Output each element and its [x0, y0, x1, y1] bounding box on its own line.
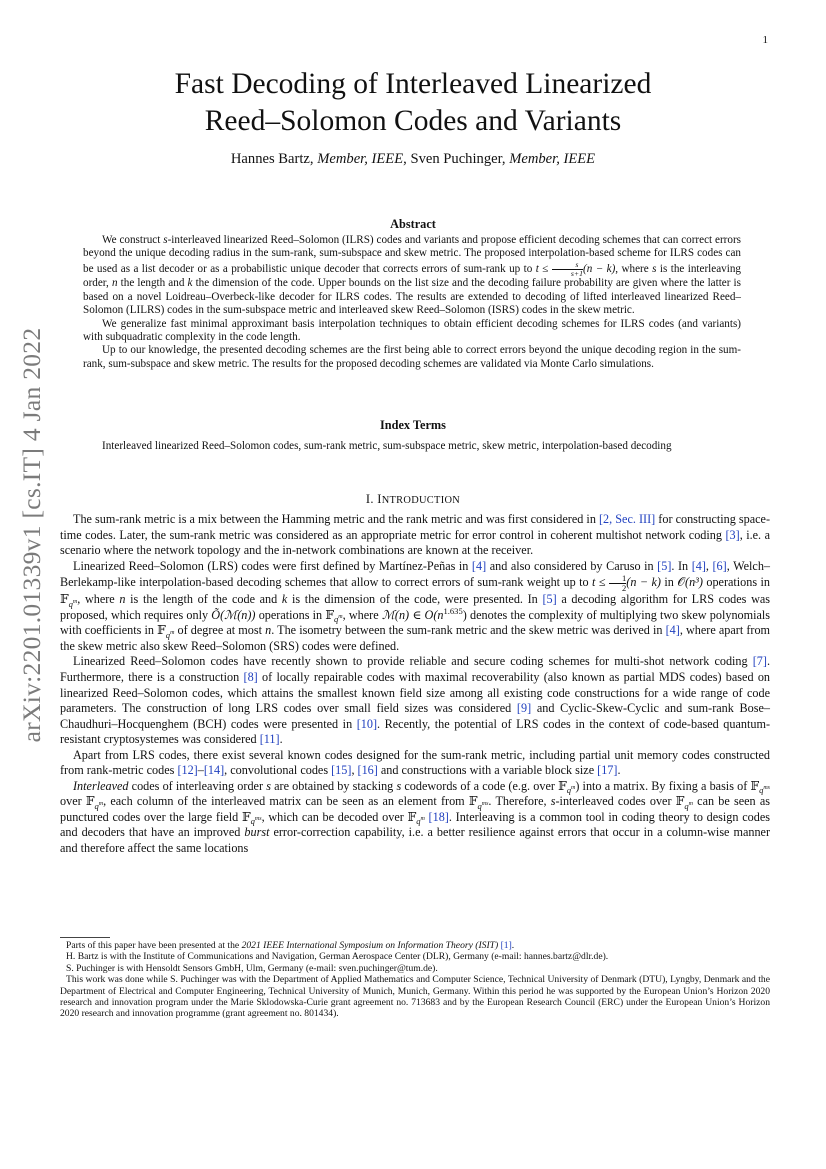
author-1: Hannes Bartz,	[230, 151, 314, 167]
abstract-paragraph-2: We generalize fast minimal approximant basis interpolation techniques to obtain efficient decoding schemes for ILRS codes (and variants) with subquadratic complexity in the code length.	[83, 317, 741, 344]
citation-link[interactable]: [1]	[500, 940, 512, 951]
section-heading: I. INTRODUCTION	[365, 492, 461, 506]
citation-link[interactable]: [18]	[428, 809, 449, 824]
body-text	[60, 512, 770, 857]
title-line-2: Reed–Solomon Codes and Variants	[204, 105, 622, 138]
footnote-1: Parts of this paper have been presented at the 2021 IEEE International Symposium on Information Theory (ISIT) [1].	[66, 940, 515, 951]
citation-link[interactable]: [9]	[516, 701, 532, 716]
author-2-affiliation: Member, IEEE	[509, 151, 596, 167]
arxiv-stamp	[12, 327, 52, 743]
citation-link[interactable]: [4]	[665, 623, 680, 638]
index-terms-heading: Index Terms	[380, 418, 446, 432]
title-line-1: Fast Decoding of Interleaved Linearized	[174, 68, 652, 100]
author-1-affiliation: Member, IEEE	[317, 151, 404, 167]
footnote-3: S. Puchinger is with Hensoldt Sensors GmbH, Ulm, Germany (e-mail: sven.puchinger@tum.de).	[66, 962, 438, 974]
body-paragraph-4: Apart from LRS codes, there exist several known codes designed for the sum-rank metric, including partial unit memory codes constructed from rank-metric codes [12]–[14], convolutional codes [15], [16] and constructions with a variable block size [17].	[60, 747, 770, 778]
citation-link[interactable]: [8]	[243, 670, 258, 685]
citation-link[interactable]: [2, Sec. III]	[599, 512, 656, 526]
body-paragraph-2: Linearized Reed–Solomon (LRS) codes were first defined by Martínez-Peñas in [4] and also considered by Caruso in [5]. In [4], [6], Welch–Berlekamp-like interpolation-based decoding schemes that allow to correct errors of sum-rank weight up to t ≤ $\frac{1}{2}$ (n − k) in 𝒪(n³) operations in 𝔽$_{q^m}$, where n is the length of the code and k is the dimension of the code, were presented. In [5] a decoding algorithm for LRS codes was proposed, which requires only Õ(ℳ(n)) operations in 𝔽$_{q^m}$, where ℳ(n) ∈ $O(n^{1.635})$ denotes the complexity of multiplying two skew polynomials with coefficients in 𝔽$_{q^m}$ of degree at most n. The isometry between the sum-rank metric and the skew metric was derived in [4], where apart from the skew metric also skew Reed–Solomon (SRS) codes were defined.	[60, 558, 771, 653]
body-paragraph-5: Interleaved codes of interleaving order s are obtained by stacking s codewords of a code (e.g. over 𝔽$_{q^m}$) into a matrix. By fixing a basis of 𝔽$_{q^{ms}}$ over 𝔽$_{q^m}$, each column of the interleaved matrix can be seen as an element from 𝔽$_{q^{ms}}$. Therefore, s-interleaved codes over 𝔽$_{q^m}$ can be seen as punctured codes over the large field 𝔽$_{q^{ms}}$, which can be decoded over 𝔽$_{q^m}$ [18]. Interleaving is a common tool in coding theory to design codes and decoders that have an improved burst error-correction capability, i.e. a better resilience against errors that occur in a column-wise manner and therefore affect the same locations	[60, 778, 771, 856]
citation-link[interactable]: [4]	[471, 558, 487, 573]
citation-link[interactable]: [16]	[357, 763, 378, 778]
citation-link[interactable]: [15]	[331, 763, 352, 778]
footnote-4: This work was done while S. Puchinger was with the Department of Applied Mathematics and Computer Science, Technical University of Denmark (DTU), Lyngby, Denmark and the Department of Electrical and Computer Engineering, Technical University of Munich, Munich, Germany. Within this period he was supported by the European Union’s Horizon 2020 research and innovation program under the Marie Sklodowska-Curie grant agreement no. 713683 and by the European Research Council (ERC) under the European Union’s Horizon 2020 research and innovation programme (grant agreement no. 801434).	[60, 974, 770, 1020]
arxiv-stamp-text: arXiv:2201.01339v1 [cs.IT] 4 Jan 2022	[17, 327, 46, 743]
footnotes	[60, 940, 770, 1020]
author-list: Hannes Bartz, Member, IEEE, Sven Puchinger, Member, IEEE	[230, 151, 596, 167]
footnote-2: H. Bartz is with the Institute of Communications and Navigation, German Aerospace Center (DLR), Germany (e-mail: hannes.bartz@dlr.de).	[66, 951, 609, 963]
abstract-heading: Abstract	[390, 217, 436, 231]
citation-link[interactable]: [14]	[203, 763, 225, 778]
body-paragraph-1: The sum-rank metric is a mix between the Hamming metric and the rank metric and was first considered in [2, Sec. III] for constructing space-time codes. Later, the sum-rank metric was considered as an appropriate metric for error control in coherent multishot network coding [3], i.e. a scenario where the network topology and the in-network combinations are known at the receiver.	[60, 512, 771, 558]
citation-link[interactable]: [7]	[752, 654, 767, 669]
abstract-paragraph-3: Up to our knowledge, the presented decoding schemes are the first being able to correct errors beyond the unique decoding region in the sum-rank, sum-subspace and skew metric. The results for the proposed decoding schemes are validated via Monte Carlo simulations.	[83, 344, 741, 370]
body-paragraph-3: Linearized Reed–Solomon codes have recently shown to provide reliable and secure coding schemes for multi-shot network coding [7]. Furthermore, there is a construction [8] of locally repairable codes with maximal recoverability (also known as partial MDS codes) based on linearized Reed–Solomon codes, which attains the smallest known field size among all existing code constructions for a wide range of code parameters. The construction of long LRS codes over small field sizes was considered [9] and Cyclic-Skew-Cyclic and sum-rank Bose–Chaudhuri–Hocquenghem (BCH) codes were presented in [10]. Recently, the potential of LRS codes in the context of code-based quantum-resistant cryptosystemes was considered [11].	[60, 654, 771, 747]
page-number: 1	[762, 34, 768, 46]
citation-link[interactable]: [4]	[691, 558, 706, 573]
citation-link[interactable]: [5]	[542, 592, 557, 607]
citation-link[interactable]: [10]	[356, 716, 378, 731]
citation-link[interactable]: [3]	[725, 527, 740, 542]
citation-link[interactable]: [6]	[712, 558, 727, 573]
paper-title	[60, 66, 766, 141]
abstract	[83, 234, 741, 371]
footnote-divider	[60, 937, 110, 938]
abstract-paragraph-1: We construct s-interleaved linearized Reed–Solomon (ILRS) codes and variants and propose efficient decoding schemes that can correct errors beyond the unique decoding radius in the sum-rank, sum-subspace and skew metric. The proposed interpolation-based scheme for ILRS codes can be used as a list decoder or as a probabilistic unique decoder that corrects errors of sum-rank up to t ≤ $\frac{s}{s+1}$ (n − k), where s is the interleaving order, n the length and k the dimension of the code. Upper bounds on the list size and the decoding failure probability are given where the latter is based on a novel Loidreau–Overbeck-like decoder for ILRS codes. The results are extended to decoding of lifted interleaved linearized Reed–Solomon (LILRS) codes in the sum-subspace metric and interleaved skew Reed–Solomon (ISRS) codes in the skew metric.	[83, 234, 741, 317]
index-terms: Interleaved linearized Reed–Solomon codes, sum-rank metric, sum-subspace metric, skew metric, interpolation-based decoding	[102, 440, 672, 452]
citation-link[interactable]: [17]	[597, 763, 618, 778]
author-2: Sven Puchinger,	[410, 151, 506, 167]
citation-link[interactable]: [5]	[657, 558, 672, 573]
citation-link[interactable]: [11]	[259, 732, 280, 747]
citation-link[interactable]: [12]	[177, 763, 198, 778]
